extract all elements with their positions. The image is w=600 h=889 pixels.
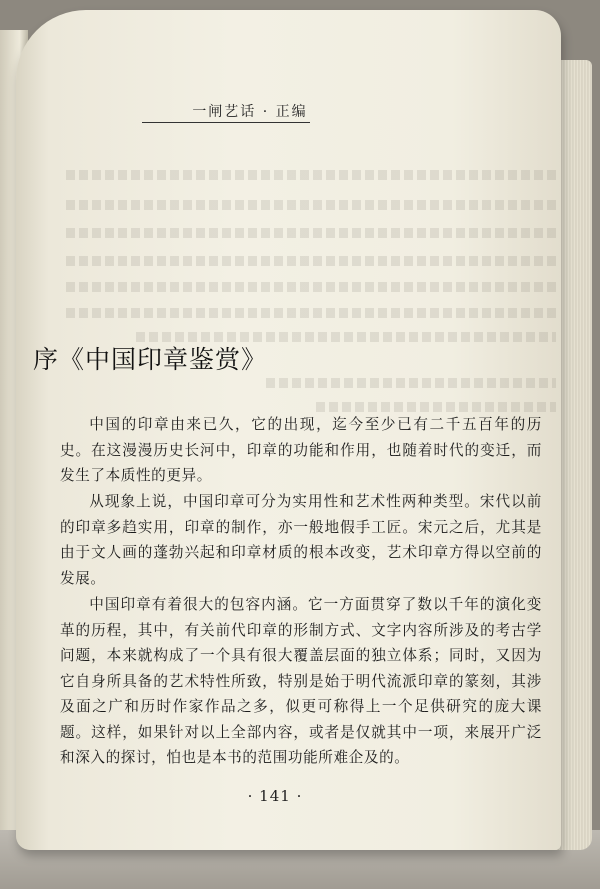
header-rule [142,122,310,123]
page-number: · 141 · [247,787,303,805]
show-through-line [66,170,556,180]
show-through-line [266,378,556,388]
show-through-line [66,308,556,318]
show-through-line [66,282,556,292]
show-through-line [66,228,556,238]
essay-title: 序《中国印章鉴赏》 [33,345,268,374]
show-through-line [66,200,556,210]
running-head: 一闸艺话 · 正编 [192,104,308,120]
paragraph-3: 中国印章有着很大的包容内涵。它一方面贯穿了数以千年的演化变革的历程，其中，有关前代印章的形制方式、文字内容所涉及的考古学问题，本来就构成了一个具有很大覆盖层面的独立体系；同时，又因为它自身所具备的艺术特性所致，特别是始于明代流派印章的篆刻，其涉及面之广和历时作家作品之多，似更可称得上一个足供研究的庞大课题。这样，如果针对以上全部内容，或者是仅就其中一项，来展开广泛和深入的探讨，怕也是本书的范围功能所难企及的。 [60,596,542,766]
show-through-line [316,402,556,412]
show-through-line [66,256,556,266]
paragraph-2: 从现象上说，中国印章可分为实用性和艺术性两种类型。宋代以前的印章多趋实用，印章的制作，亦一般地假手工匠。宋元之后，尤其是由于文人画的蓬勃兴起和印章材质的根本改变，艺术印章方得以空前的发展。 [60,493,542,587]
paragraph-1: 中国的印章由来已久，它的出现，迄今至少已有二千五百年的历史。在这漫漫历史长河中，印章的功能和作用，也随着时代的变迁，而发生了本质性的更异。 [60,416,542,484]
